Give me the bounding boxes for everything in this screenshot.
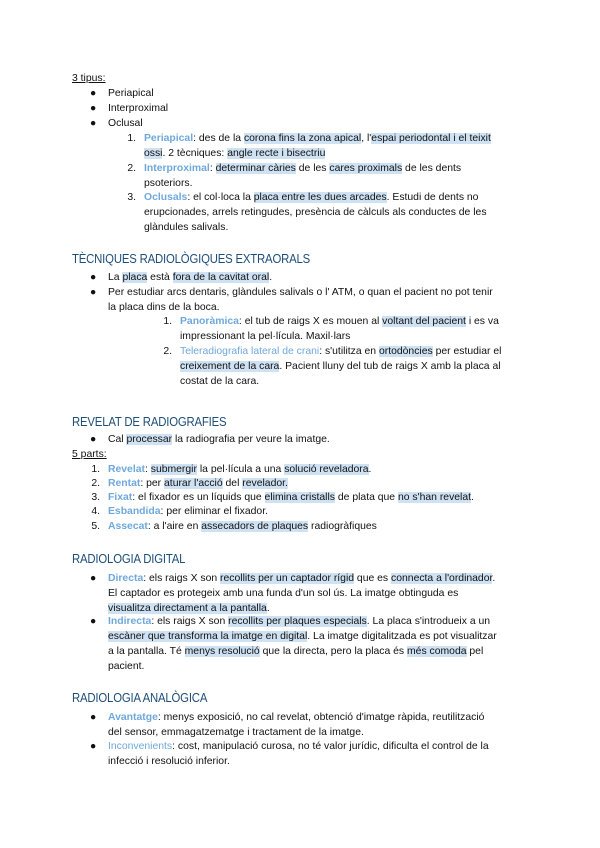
parts-subtitle: 5 parts:	[72, 449, 107, 460]
bullet-icon: ●	[90, 272, 97, 283]
list-item-panoramica: Panoràmica: el tub de raigs X es mouen al voltant del pacient i es va impressionant la pel·lícula. Maxil·lars	[180, 316, 499, 342]
bullet-icon: ●	[90, 712, 97, 723]
list-item-interproximal: Interproximal: determinar càries de les cares proximals de les dents psoteriors.	[144, 163, 462, 189]
bullet-directa: Directa: els raigs X son recollits per un captador rígid que es connecta a l'ordinador. El captador es protegeix amb una funda d'un sol ús. La imatge obtinguda es visualitza directament a la pantalla.	[108, 573, 496, 614]
list-number: 5.	[91, 521, 100, 532]
step-esbandida: Esbandida: per eliminar el fixador.	[108, 506, 268, 517]
section-heading-digital: RADIOLOGIA DIGITAL	[72, 551, 186, 566]
list-item-oclusals: Oclusals: el col·loca la placa entre les dues arcades. Estudi de dents no erupcionades, arrels retingudes, presència de càlculs als conductes de les glàndules salivals.	[144, 192, 487, 233]
type-interproximal: Interproximal	[108, 103, 169, 114]
step-fixat: Fixat: el fixador es un líquids que elimina cristalls de plata que no s'han revelat.	[108, 492, 474, 503]
bullet-inconvenients: Inconvenients: cost, manipulació curosa, no té valor jurídic, dificulta el control de la infecció i resolució inferior.	[108, 741, 489, 767]
list-number: 1.	[91, 464, 100, 475]
list-number: 3.	[91, 492, 100, 503]
list-number: 1.	[127, 133, 136, 144]
list-number: 3.	[127, 192, 136, 203]
bullet-avantatge: Avantatge: menys exposició, no cal revelat, obtenció d'imatge ràpida, reutilització del sensor, emmagatzematge i tractament de la imatge.	[108, 712, 485, 738]
section-heading-analogica: RADIOLOGIA ANALÒGICA	[72, 690, 208, 705]
list-number: 4.	[91, 506, 100, 517]
list-number: 1.	[163, 316, 172, 327]
list-number: 2.	[127, 163, 136, 174]
term: Periapical	[144, 133, 194, 144]
bullet-icon: ●	[90, 573, 97, 584]
type-periapical: Periapical	[108, 88, 154, 99]
list-item-teleradiografia: Teleradiografia lateral de crani: s'utilitza en ortodòncies per estudiar el creixement de la cara. Pacient lluny del tub de raigs X amb la placa al costat de la cara.	[180, 346, 502, 387]
list-number: 2.	[91, 478, 100, 489]
bullet-icon: ●	[90, 118, 97, 129]
bullet-icon: ●	[90, 88, 97, 99]
type-oclusal: Oclusal	[108, 118, 143, 129]
types-subtitle: 3 tipus:	[72, 73, 106, 84]
bullet-indirecta: Indirecta: els raigs X son recollits per plaques especials. La placa s'introdueix a un escàner que transforma la imatge en digital. La imatge digitalitzada es pot visualitzar a la pantalla. Té menys resolució que la directa, pero la placa és més comoda pel pacient.	[108, 616, 497, 672]
bullet-processar: Cal processar la radiografia per veure la imatge.	[108, 434, 330, 445]
bullet-icon: ●	[90, 287, 97, 298]
step-rentat: Rentat: per aturar l'acció del revelador.	[108, 478, 288, 489]
bullet-icon: ●	[90, 741, 97, 752]
step-revelat: Revelat: submergir la pel·lícula a una solució reveladora.	[108, 464, 372, 475]
bullet-icon: ●	[90, 103, 97, 114]
section-heading-extraorals: TÈCNIQUES RADIOLÒGIQUES EXTRAORALS	[72, 251, 311, 266]
list-number: 2.	[163, 346, 172, 357]
bullet-placa: La placa està fora de la cavitat oral.	[108, 272, 273, 283]
bullet-icon: ●	[90, 616, 97, 627]
step-assecat: Assecat: a l'aire en assecadors de plaques radiogràfiques	[108, 521, 377, 532]
section-heading-revelat: REVELAT DE RADIOGRAFIES	[72, 414, 227, 429]
bullet-icon: ●	[90, 434, 97, 445]
list-item-periapical: Periapical: des de la corona fins la zona apical, l'espai periodontal i el teixit ossi. 2 tècniques: angle recte i bisectriu	[144, 133, 491, 159]
bullet-estudiar: Per estudiar arcs dentaris, glàndules salivals o l' ATM, o quan el pacient no pot tenir la placa dins de la boca.	[108, 287, 493, 313]
